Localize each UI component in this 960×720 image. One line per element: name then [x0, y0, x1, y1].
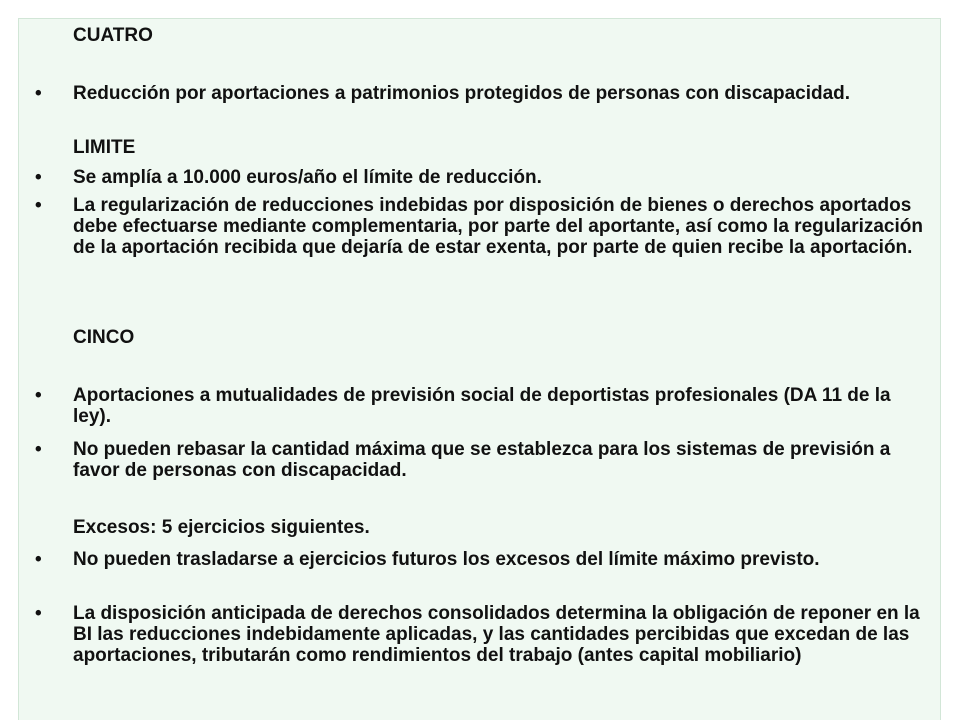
- bullet-marker: •: [35, 167, 42, 188]
- bullet-cantidad-maxima: No pueden rebasar la cantidad máxima que se establezca para los sistemas de previsión a favor de personas con discapacidad.: [73, 439, 891, 481]
- bullet-marker: •: [35, 83, 42, 104]
- heading-cuatro: CUATRO: [73, 25, 153, 46]
- bullet-limite-reduccion: Se amplía a 10.000 euros/año el límite de reducción.: [73, 167, 542, 188]
- bullet-marker: •: [35, 549, 42, 570]
- bullet-marker: •: [35, 439, 42, 460]
- bullet-no-trasladar-excesos: No pueden trasladarse a ejercicios futuros los excesos del límite máximo previsto.: [73, 549, 820, 570]
- bullet-disposicion-anticipada: La disposición anticipada de derechos consolidados determina la obligación de reponer en la BI las reducciones indebidamente aplicadas, y las cantidades percibidas que excedan de las aportaciones, tributarán como rendimientos del trabajo (antes capital mobiliario): [73, 603, 920, 666]
- bullet-marker: •: [35, 385, 42, 406]
- slide-content: [18, 18, 941, 720]
- heading-excesos: Excesos: 5 ejercicios siguientes.: [73, 517, 370, 538]
- heading-limite: LIMITE: [73, 137, 136, 158]
- bullet-marker: •: [35, 195, 42, 216]
- bullet-aportaciones-mutualidades: Aportaciones a mutualidades de previsión social de deportistas profesionales (DA 11 de la ley).: [73, 385, 891, 427]
- heading-cinco: CINCO: [73, 327, 135, 348]
- bullet-reduccion-patrimonios: Reducción por aportaciones a patrimonios protegidos de personas con discapacidad.: [73, 83, 851, 104]
- bullet-regularizacion: La regularización de reducciones indebidas por disposición de bienes o derechos aportados debe efectuarse mediante complementaria, por parte del aportante, así como la regularización de la aportación recibida que dejaría de estar exenta, por parte de quien recibe la aportación.: [73, 195, 923, 258]
- bullet-marker: •: [35, 603, 42, 624]
